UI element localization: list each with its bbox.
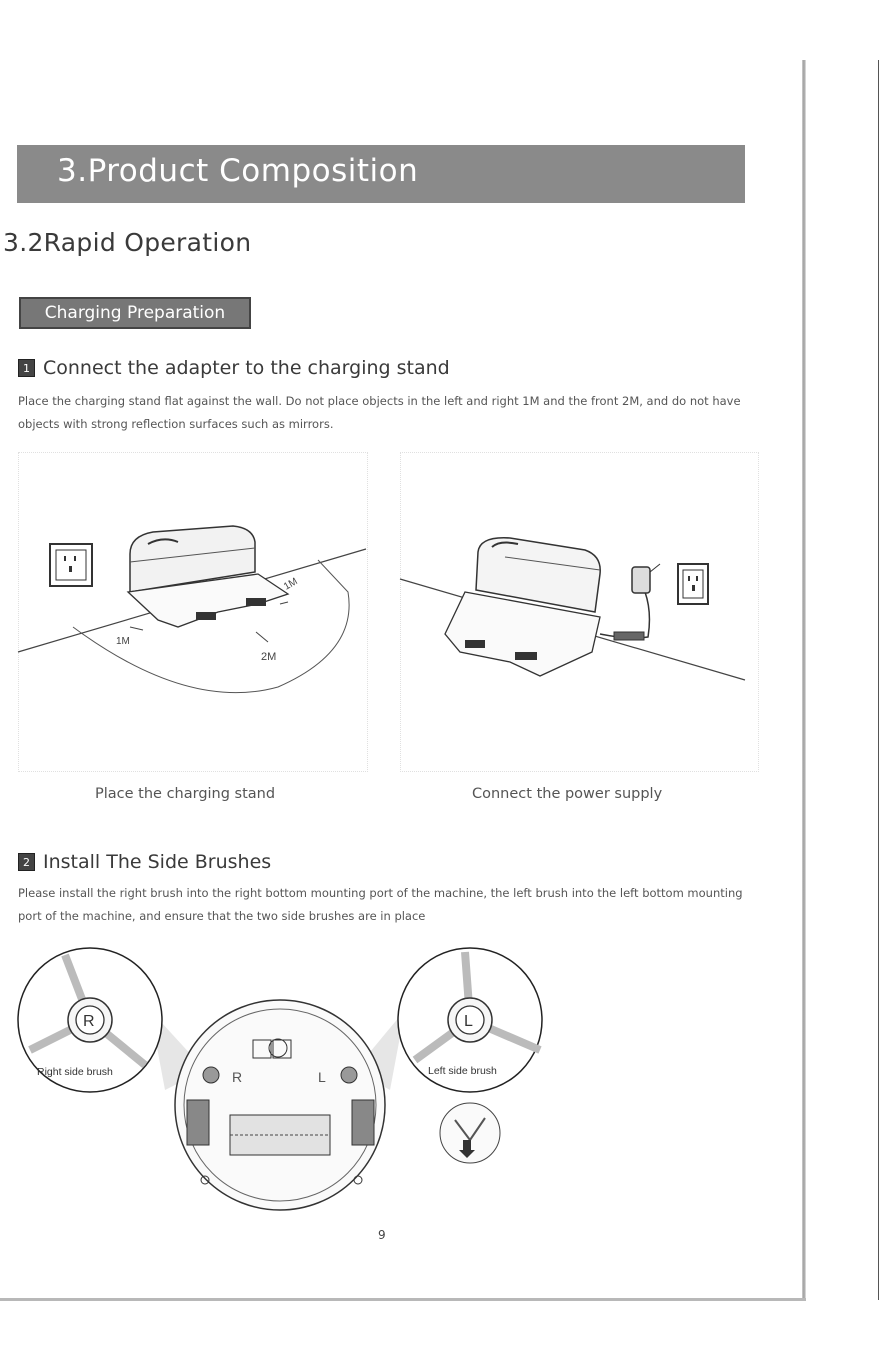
figure-place-stand <box>18 452 366 770</box>
right-brush-label: Right side brush <box>37 1066 113 1078</box>
right-brush-letter: R <box>83 1013 95 1030</box>
section-banner <box>17 145 745 203</box>
figure-place-stand-caption: Place the charging stand <box>95 786 276 802</box>
brush-install-detail-icon <box>440 1103 500 1163</box>
step2-heading <box>18 851 271 873</box>
charging-stand-icon <box>128 526 288 627</box>
step1-number-badge: 1 <box>18 359 35 377</box>
left-brush-magnifier <box>398 948 542 1092</box>
right-margin <box>806 0 881 1361</box>
side-brush-illustration <box>15 940 555 1210</box>
wall-outlet-icon <box>678 564 708 604</box>
clearance-front-label: 2M <box>261 651 277 663</box>
charging-preparation-chip: Charging Preparation <box>19 297 251 329</box>
figure-power-supply <box>400 452 757 770</box>
step2-number-badge: 2 <box>18 853 35 871</box>
step2-heading-text: Install The Side Brushes <box>43 851 272 873</box>
robot-left-mark: L <box>318 1069 326 1085</box>
left-brush-label: Left side brush <box>428 1065 497 1077</box>
power-adapter-icon <box>632 564 660 593</box>
page-bottom-edge <box>0 1298 806 1301</box>
clearance-left-label: 1M <box>116 636 130 647</box>
subsection-title: 3.2Rapid Operation <box>3 228 252 257</box>
right-brush-magnifier <box>18 948 162 1092</box>
left-brush-letter: L <box>464 1013 473 1030</box>
step1-heading <box>18 357 450 379</box>
figure-power-supply-caption: Connect the power supply <box>472 786 663 802</box>
step1-body: Place the charging stand flat against the wall. Do not place objects in the left and right 1M and the front 2M, and do not have objects with strong reflection surfaces such as mirrors. <box>18 394 741 431</box>
step1-heading-text: Connect the adapter to the charging stand <box>43 357 450 379</box>
robot-bottom-icon <box>175 1000 385 1210</box>
robot-right-mark: R <box>232 1069 243 1085</box>
clearance-right-label: 1M <box>282 576 300 593</box>
page-number: 9 <box>378 1228 386 1242</box>
wall-outlet-icon <box>50 544 92 586</box>
cable-clip-icon <box>614 632 644 640</box>
charging-stand-icon <box>445 538 600 676</box>
step2-body: Please install the right brush into the right bottom mounting port of the machine, the left brush into the left bottom mounting port of the machine, and ensure that the two side brushes are in place <box>18 886 743 923</box>
section-title: 3.Product Composition <box>57 153 419 189</box>
